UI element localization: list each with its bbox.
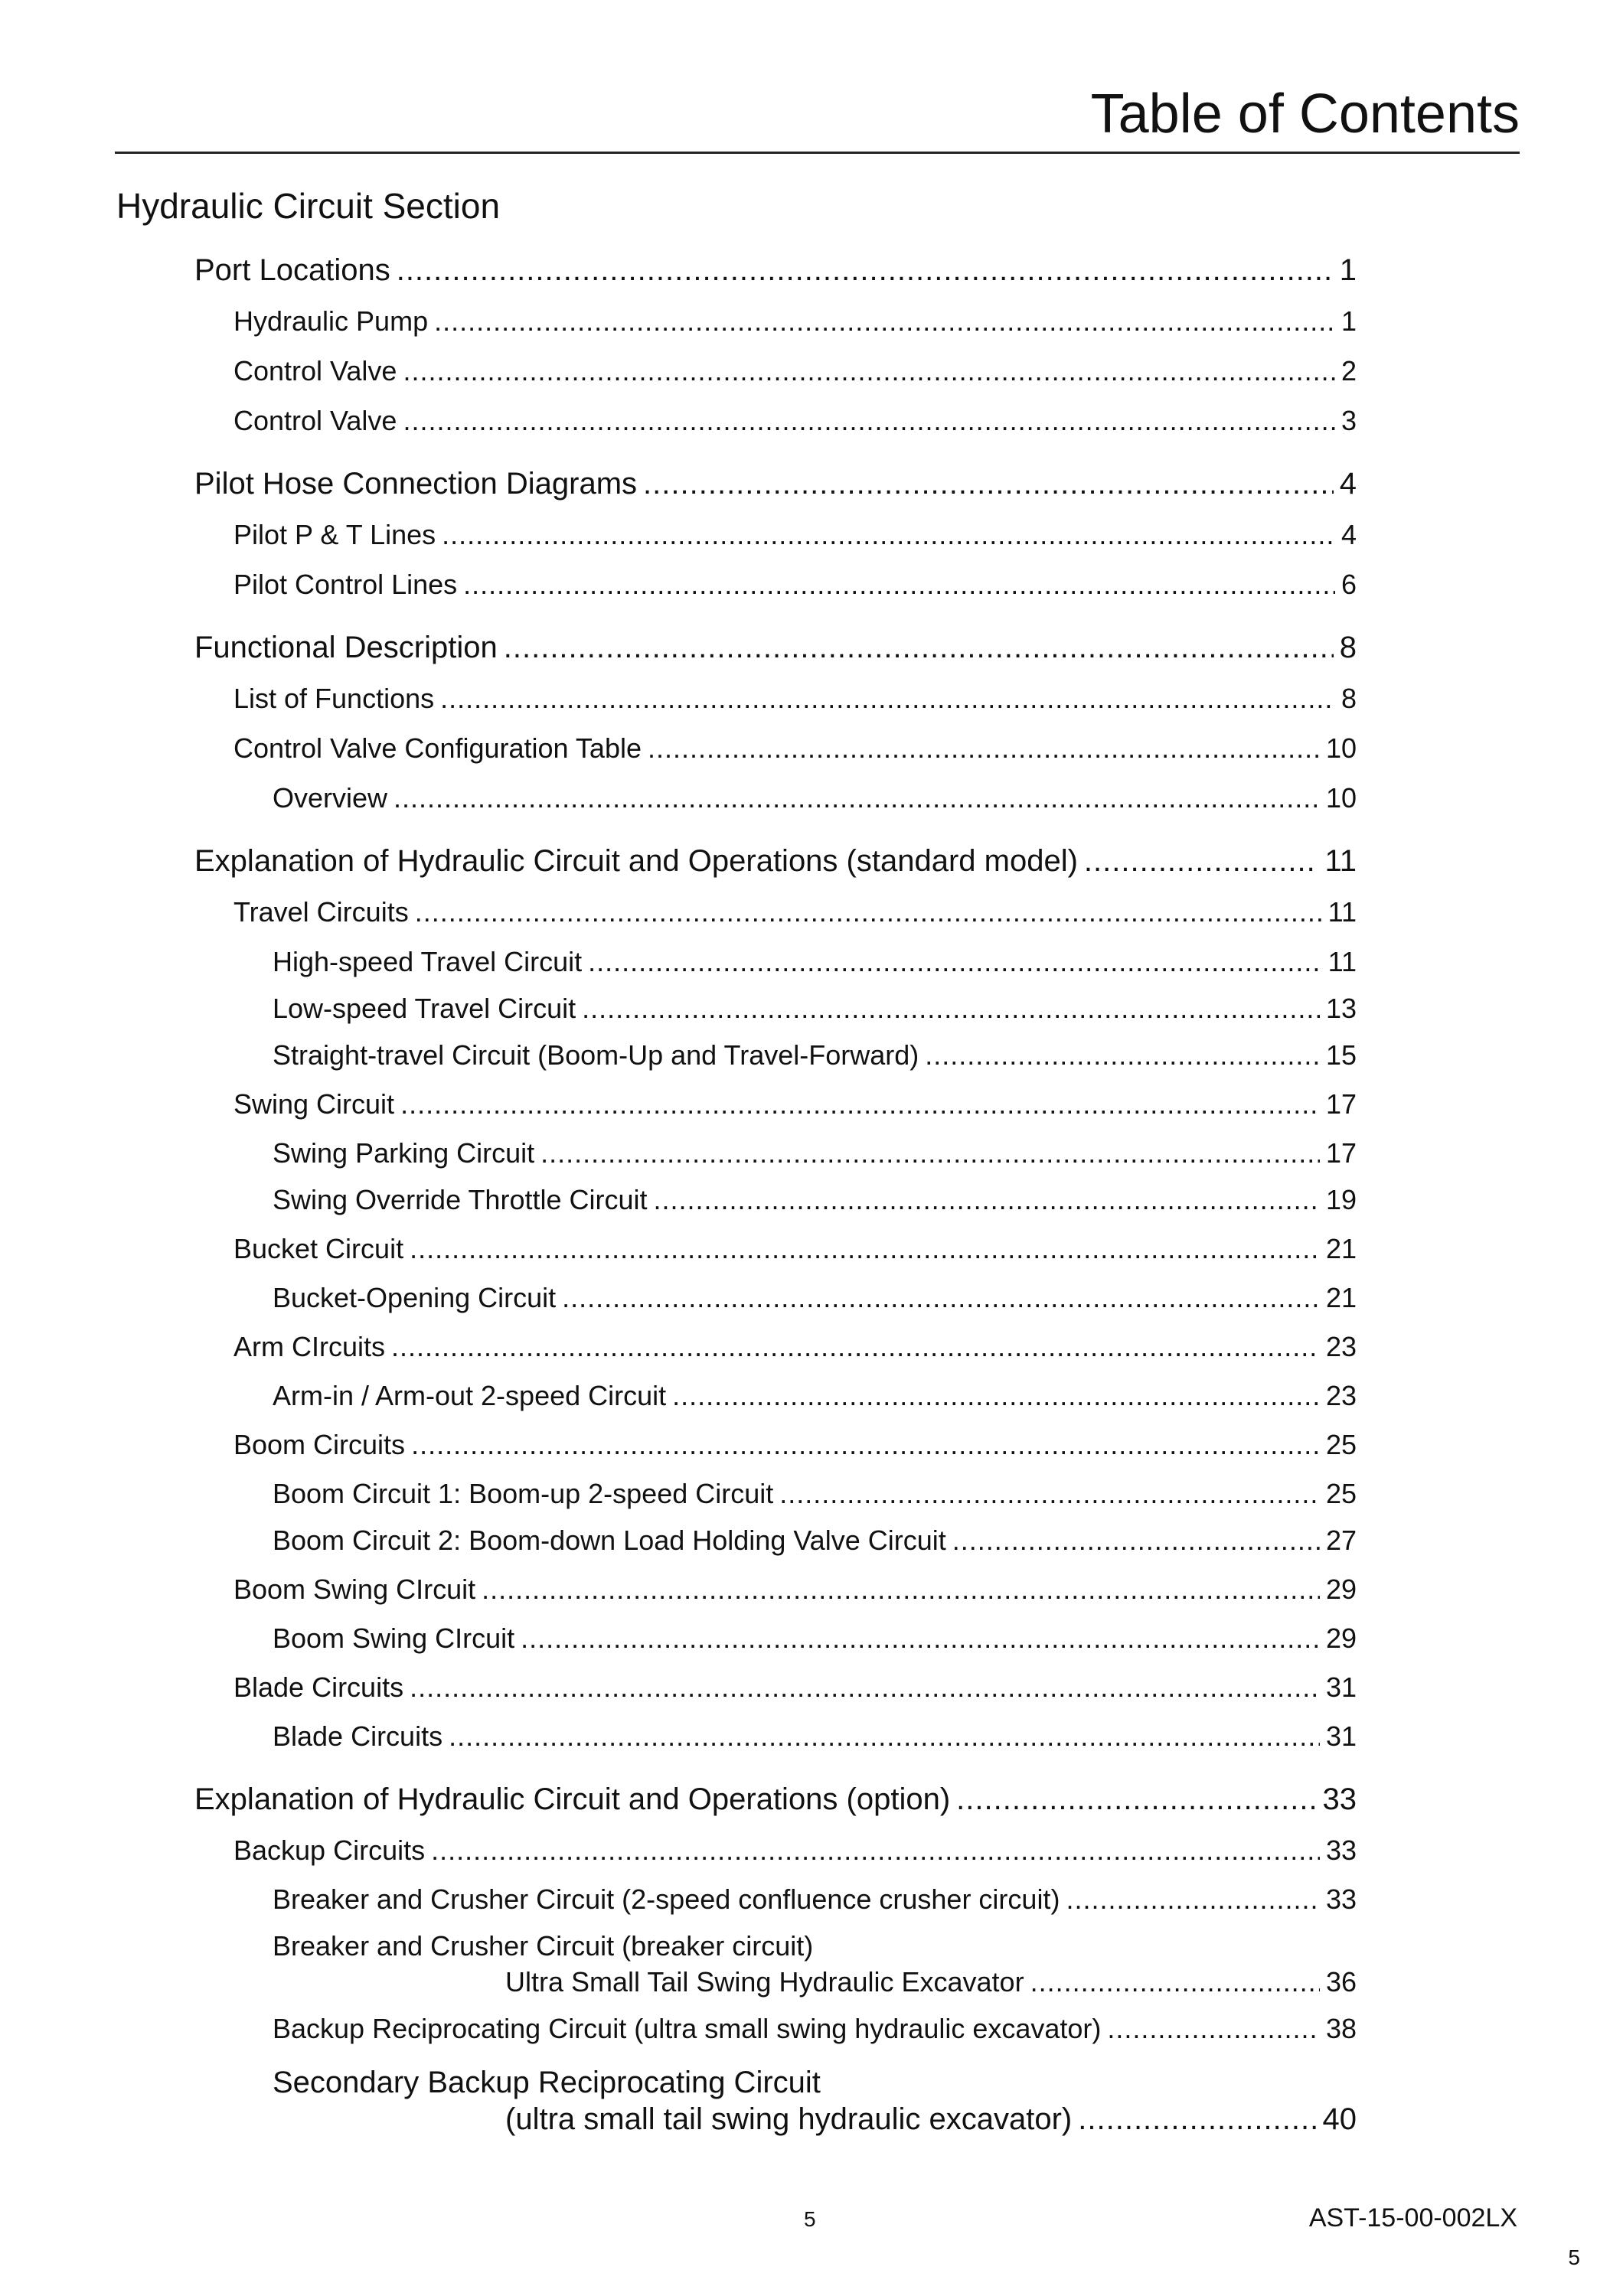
toc-entry-title: Control Valve	[233, 405, 397, 436]
toc-entry-page: 29	[1325, 1574, 1357, 1605]
toc-entry-page: 1	[1341, 305, 1357, 337]
dot-leader	[442, 517, 1335, 553]
dot-leader	[411, 1427, 1320, 1463]
dot-leader	[482, 1572, 1320, 1607]
dot-leader	[434, 304, 1335, 339]
toc-entry-title: Explanation of Hydraulic Circuit and Operations (standard model)	[194, 844, 1078, 878]
toc-entry	[233, 895, 1357, 930]
toc-entry-title: Straight-travel Circuit (Boom-Up and Travel-Forward)	[273, 1039, 919, 1071]
toc-entry-page: 17	[1325, 1088, 1357, 1120]
toc-entry	[273, 1882, 1357, 1917]
toc-entry	[233, 567, 1357, 602]
page-title: Table of Contents	[1090, 83, 1520, 145]
toc-entry-page: 31	[1325, 1720, 1357, 1752]
toc-entry	[194, 1779, 1357, 1819]
toc-entry-page: 10	[1325, 732, 1357, 764]
toc-entry	[273, 1621, 1357, 1656]
dot-leader	[431, 1833, 1320, 1868]
toc-entry-page: 6	[1341, 569, 1357, 600]
toc-entry-page: 33	[1325, 1835, 1357, 1866]
toc-entry-page: 17	[1325, 1137, 1357, 1169]
toc-entry	[194, 628, 1357, 667]
toc-entry-page: 25	[1325, 1429, 1357, 1460]
dot-leader	[648, 731, 1320, 766]
dot-leader	[1030, 1965, 1320, 2000]
toc-entry-title: High-speed Travel Circuit	[273, 946, 583, 977]
dot-leader	[1078, 2099, 1316, 2139]
toc-entry	[273, 944, 1357, 980]
toc-entry-title: Boom Swing CIrcuit	[273, 1623, 515, 1654]
dot-leader	[397, 250, 1334, 290]
toc-entry-page: 8	[1341, 683, 1357, 714]
toc-entry-title: List of Functions	[233, 683, 435, 714]
toc-entry-title: Breaker and Crusher Circuit (breaker circuit)	[273, 1930, 814, 1962]
toc-entry	[233, 517, 1357, 553]
toc-entry-page: 27	[1325, 1525, 1357, 1556]
toc-entry	[273, 1719, 1357, 1754]
dot-leader	[654, 1182, 1320, 1218]
dot-leader	[1107, 2011, 1320, 2047]
toc-entry-title: Swing Circuit	[233, 1088, 395, 1120]
dot-leader	[449, 1719, 1320, 1754]
toc-entry	[273, 1038, 1357, 1073]
toc-entry-title: Pilot P & T Lines	[233, 519, 436, 550]
toc-entry-title: Travel Circuits	[233, 896, 409, 928]
toc-entry-title: (ultra small tail swing hydraulic excavator)	[505, 2102, 1073, 2136]
dot-leader	[562, 1280, 1320, 1316]
toc-entry	[233, 1329, 1357, 1365]
toc-entry-page: 8	[1339, 631, 1357, 664]
toc-entry	[233, 731, 1357, 766]
toc-entry-page: 11	[1324, 844, 1357, 878]
toc-entry-title: Boom Circuits	[233, 1429, 406, 1460]
toc-entry-page: 3	[1341, 405, 1357, 436]
toc-entry-title: Blade Circuits	[233, 1671, 404, 1703]
toc-entry	[273, 1136, 1357, 1171]
toc-entry	[505, 1965, 1357, 2000]
toc-entry	[233, 1427, 1357, 1463]
toc-entry	[194, 250, 1357, 290]
toc-entry-page: 29	[1325, 1623, 1357, 1654]
dot-leader	[400, 1087, 1320, 1122]
toc-entry-page: 1	[1339, 253, 1357, 287]
toc-entry-title: Control Valve	[233, 355, 397, 386]
dot-leader	[779, 1476, 1320, 1512]
dot-leader	[410, 1231, 1320, 1267]
dot-leader	[952, 1523, 1320, 1558]
toc-entry-title: Boom Swing CIrcuit	[233, 1574, 476, 1605]
toc-entry-page: 23	[1325, 1380, 1357, 1411]
dot-leader	[956, 1779, 1316, 1819]
toc-entry-title: Explanation of Hydraulic Circuit and Operations (option)	[194, 1782, 951, 1816]
dot-leader	[410, 1670, 1320, 1705]
toc-entry	[273, 1523, 1357, 1558]
toc-entry	[273, 1476, 1357, 1512]
toc-entry-page: 11	[1327, 946, 1357, 977]
dot-leader	[643, 464, 1334, 504]
toc-entry-title: Arm-in / Arm-out 2-speed Circuit	[273, 1380, 667, 1411]
dot-leader	[403, 354, 1335, 389]
toc-entry-title: Secondary Backup Reciprocating Circuit	[273, 2066, 821, 2099]
dot-leader	[440, 681, 1335, 716]
toc-entry-page: 21	[1325, 1282, 1357, 1313]
toc-entry-page: 33	[1322, 1782, 1357, 1816]
toc-entry	[273, 781, 1357, 816]
toc-entry-title: Swing Override Throttle Circuit	[273, 1184, 648, 1215]
toc-entry-title: Ultra Small Tail Swing Hydraulic Excavator	[505, 1966, 1024, 1998]
toc-entry-page: 10	[1325, 782, 1357, 814]
toc-entry-title: Port Locations	[194, 253, 390, 287]
toc-entry-title: Boom Circuit 1: Boom-up 2-speed Circuit	[273, 1478, 774, 1509]
toc-entry-page: 38	[1325, 2013, 1357, 2044]
toc-entry-title: Backup Reciprocating Circuit (ultra small swing hydraulic excavator)	[273, 2013, 1102, 2044]
dot-leader	[521, 1621, 1320, 1656]
toc-entry-page: 15	[1325, 1039, 1357, 1071]
toc-entry	[233, 1231, 1357, 1267]
dot-leader	[504, 628, 1334, 667]
dot-leader	[672, 1378, 1320, 1414]
toc-entry	[233, 1670, 1357, 1705]
toc-entry	[194, 841, 1357, 881]
toc-entry-title: Bucket-Opening Circuit	[273, 1282, 557, 1313]
toc-entry	[273, 1378, 1357, 1414]
dot-leader	[403, 403, 1335, 439]
toc-entry-page: 11	[1327, 896, 1357, 928]
toc-entry-title: Bucket Circuit	[233, 1233, 404, 1264]
toc-entry-title: Control Valve Configuration Table	[233, 732, 642, 764]
dot-leader	[588, 944, 1321, 980]
section-heading: Hydraulic Circuit Section	[116, 186, 501, 226]
toc-entry-page: 40	[1322, 2102, 1357, 2136]
toc-entry	[273, 991, 1357, 1026]
toc-entry-title: Breaker and Crusher Circuit (2-speed confluence crusher circuit)	[273, 1883, 1060, 1915]
toc-entry-title: Low-speed Travel Circuit	[273, 993, 576, 1024]
toc-entry-page: 21	[1325, 1233, 1357, 1264]
toc-entry-title: Arm CIrcuits	[233, 1331, 385, 1362]
toc-entry-title: Hydraulic Pump	[233, 305, 429, 337]
toc-entry	[505, 2099, 1357, 2139]
dot-leader	[582, 991, 1320, 1026]
toc-entry	[273, 2011, 1357, 2047]
dot-leader	[1084, 841, 1319, 881]
toc-entry-page: 25	[1325, 1478, 1357, 1509]
toc-entry-title: Overview	[273, 782, 388, 814]
toc-entry	[233, 681, 1357, 716]
dot-leader	[540, 1136, 1320, 1171]
toc-entry-page: 4	[1339, 467, 1357, 501]
toc-entry-title: Functional Description	[194, 631, 498, 664]
dot-leader	[415, 895, 1322, 930]
footer-page-number: 5	[804, 2207, 816, 2231]
toc-entry-page: 2	[1341, 355, 1357, 386]
dot-leader	[925, 1038, 1320, 1073]
dot-leader	[391, 1329, 1320, 1365]
toc-entry-title: Boom Circuit 2: Boom-down Load Holding Valve Circuit	[273, 1525, 946, 1556]
toc-entry	[233, 1572, 1357, 1607]
toc-entry-page: 36	[1325, 1966, 1357, 1998]
corner-page-number: 5	[1568, 2245, 1580, 2269]
toc-entry-page: 23	[1325, 1331, 1357, 1362]
toc-entry-title: Swing Parking Circuit	[273, 1137, 535, 1169]
dot-leader	[394, 781, 1320, 816]
footer-document-code: AST-15-00-002LX	[1308, 2203, 1517, 2232]
toc-entry-page: 4	[1341, 519, 1357, 550]
dot-leader	[1066, 1882, 1320, 1917]
toc-entry	[233, 1087, 1357, 1122]
toc-entry-title: Backup Circuits	[233, 1835, 426, 1866]
toc-entry	[273, 1280, 1357, 1316]
toc-entry-title: Pilot Hose Connection Diagrams	[194, 467, 638, 501]
toc-entry-title: Pilot Control Lines	[233, 569, 458, 600]
dot-leader	[463, 567, 1335, 602]
toc-entry	[273, 1182, 1357, 1218]
toc-entry	[233, 304, 1357, 339]
toc-entry-page: 33	[1325, 1883, 1357, 1915]
toc-entry	[194, 464, 1357, 504]
toc-entry	[233, 1833, 1357, 1868]
toc-entry	[233, 403, 1357, 439]
toc-entry	[233, 354, 1357, 389]
toc-entry-page: 13	[1325, 993, 1357, 1024]
toc-entry-title: Blade Circuits	[273, 1720, 443, 1752]
toc-entry-page: 19	[1325, 1184, 1357, 1215]
toc-entry-page: 31	[1325, 1671, 1357, 1703]
